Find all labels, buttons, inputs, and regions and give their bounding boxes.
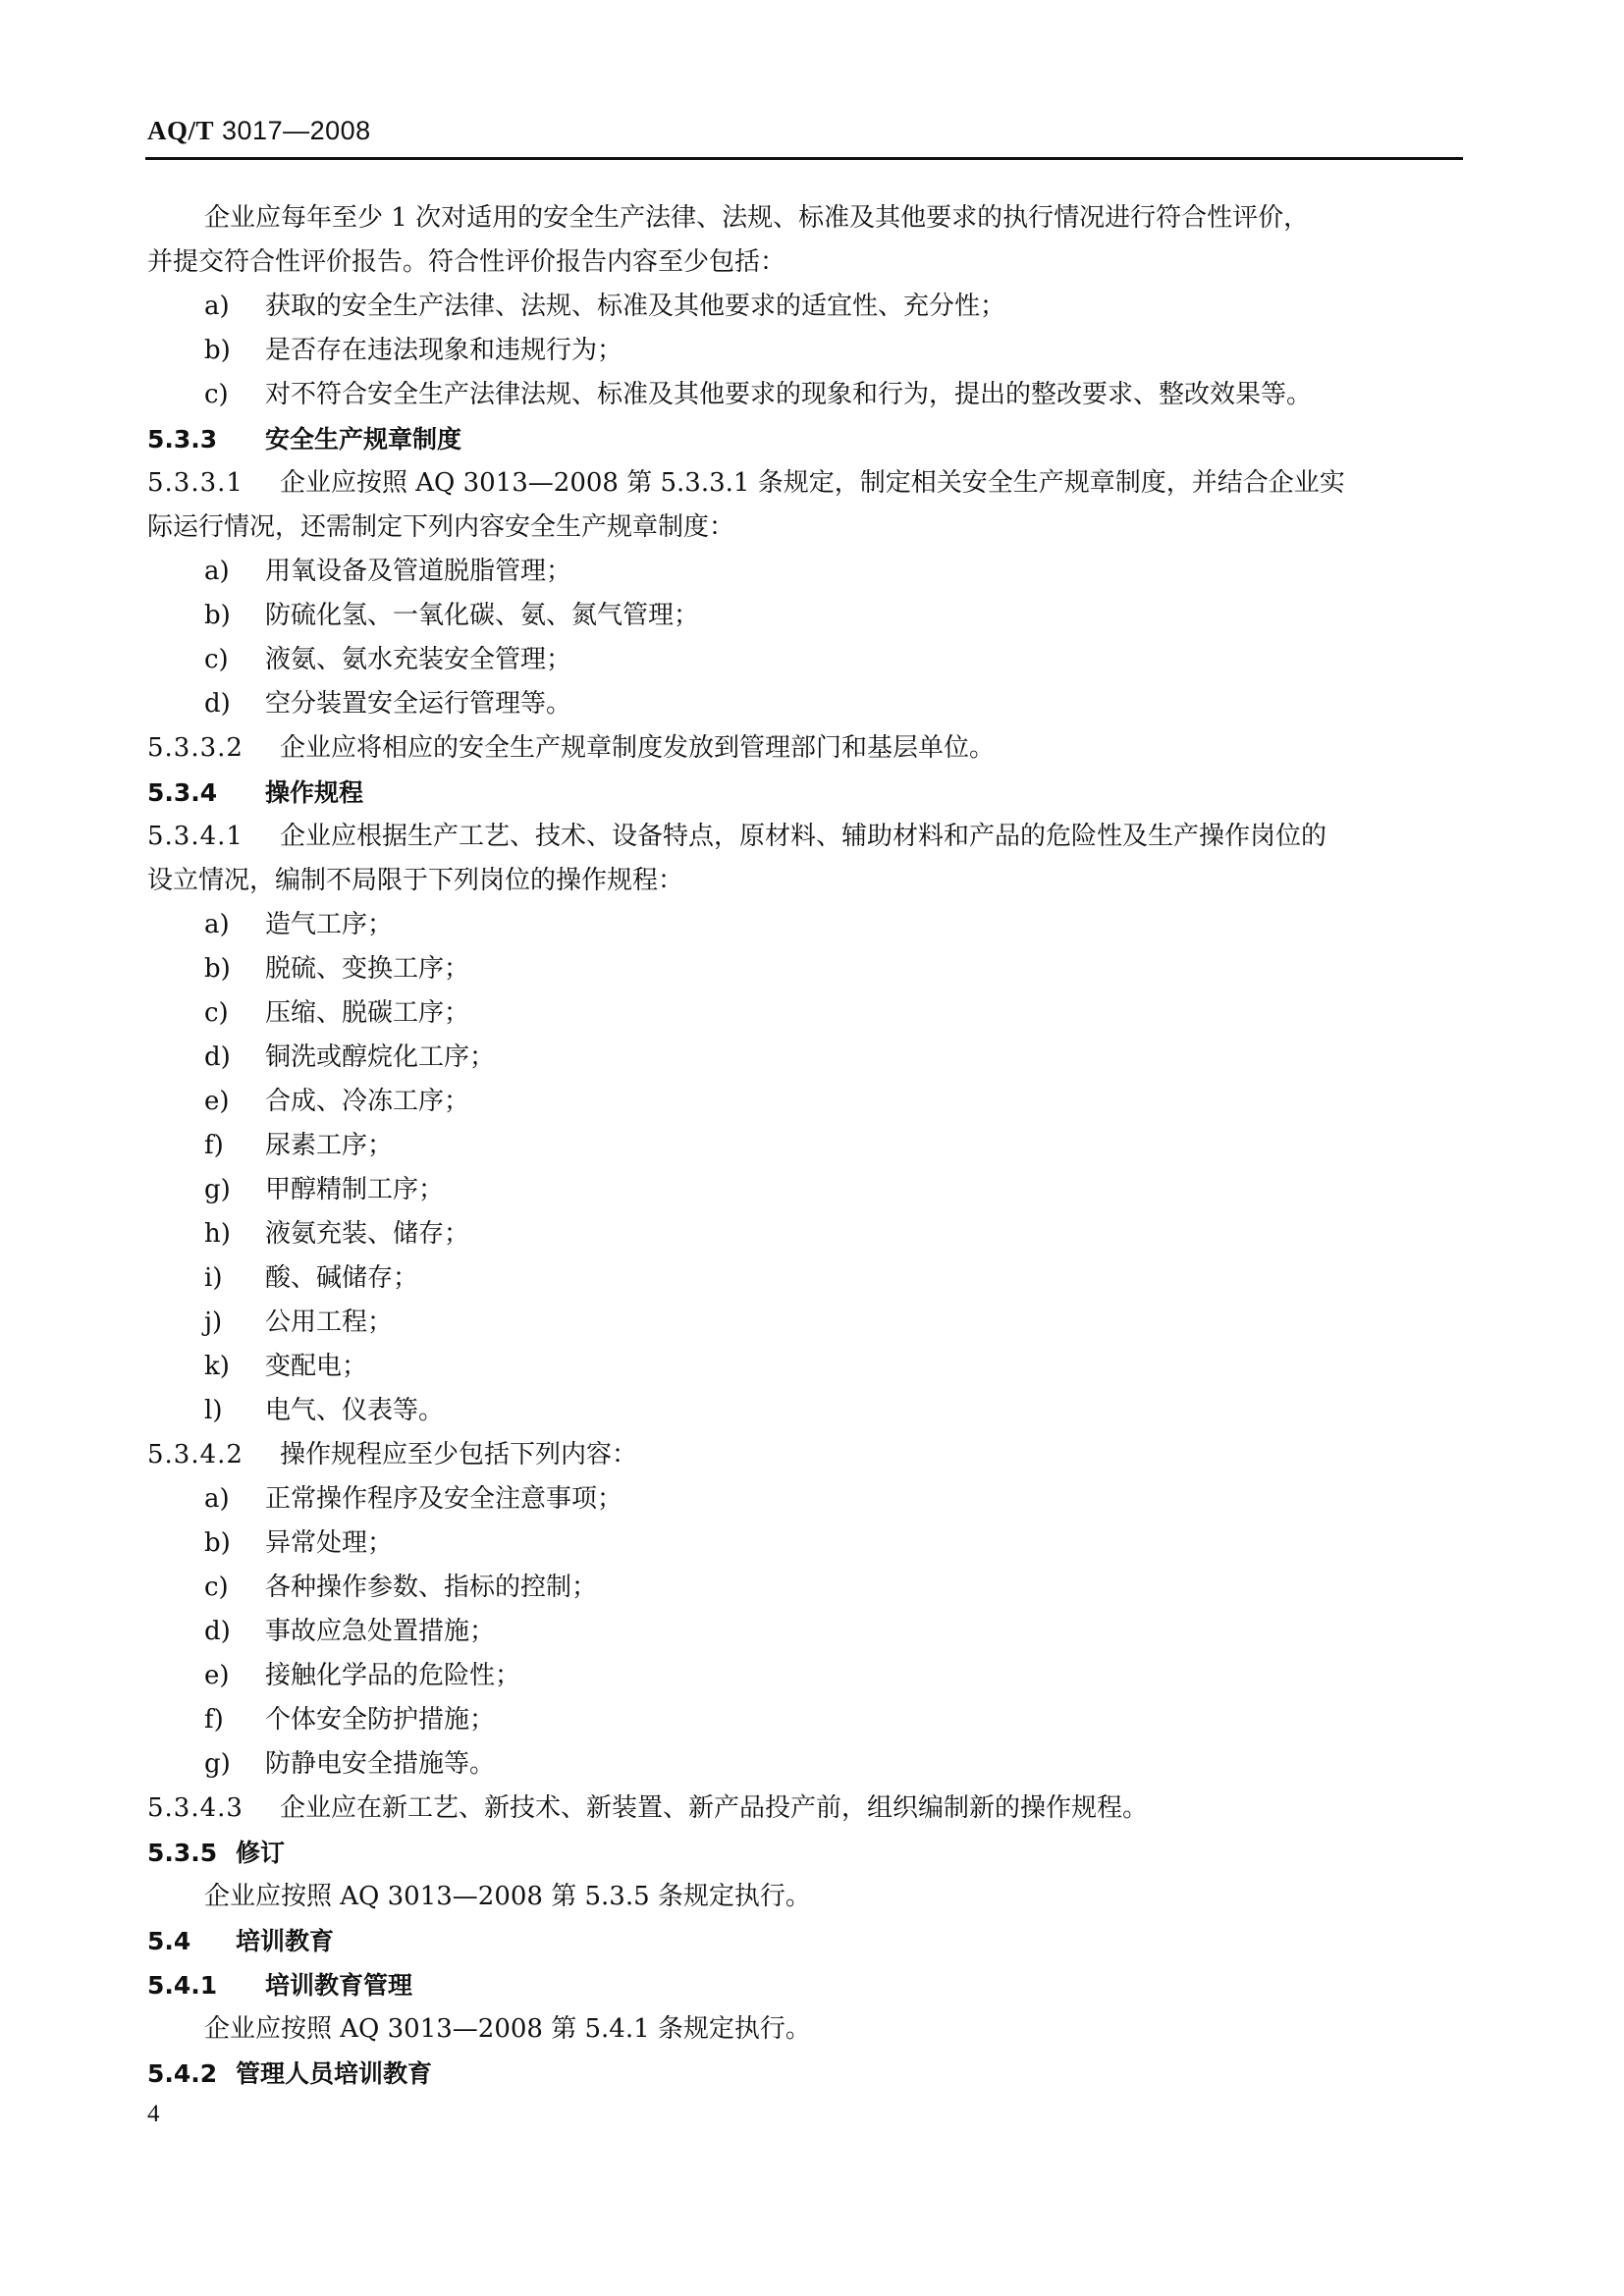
list-rules: [147, 550, 1463, 726]
list-procedure-contents: [147, 1477, 1463, 1787]
paragraph-5-4-1: 企业应按照 AQ 3013—2008 第 5.4.1 条规定执行。: [204, 2014, 811, 2044]
clause-5-3-3-2: 5.3.3.2 企业应将相应的安全生产规章制度发放到管理部门和基层单位。: [147, 733, 996, 763]
document-header: [147, 116, 371, 146]
list-item: d) 空分装置安全运行管理等。: [204, 689, 572, 719]
heading-5-4: 5.4 培训教育: [147, 1927, 335, 1955]
clause-5-3-4-1-cont: 设立情况，编制不局限于下列岗位的操作规程：: [147, 866, 684, 895]
list-item: b) 是否存在违法现象和违规行为；: [204, 336, 623, 365]
list-item: e) 接触化学品的危险性；: [204, 1661, 521, 1690]
list-item: k) 变配电；: [204, 1352, 368, 1381]
list-item: a) 获取的安全生产法律、法规、标准及其他要求的适宜性、充分性；: [204, 292, 1006, 321]
heading-5-3-5: 5.3.5 修订: [147, 1839, 286, 1867]
clause-5-3-3-1-cont: 际运行情况，还需制定下列内容安全生产规章制度：: [147, 512, 735, 542]
list-item: j) 公用工程；: [204, 1308, 394, 1337]
list-item: b) 异常处理；: [204, 1528, 394, 1558]
heading-5-3-3: 5.3.3 安全生产规章制度: [147, 425, 462, 454]
list-item: d) 事故应急处置措施；: [204, 1617, 496, 1646]
list-item: g) 甲醇精制工序；: [204, 1175, 445, 1204]
clause-5-3-4-1: 5.3.4.1 企业应根据生产工艺、技术、设备特点，原材料、辅助材料和产品的危险性及生产操作岗位的: [147, 822, 1327, 851]
list-compliance-report: [147, 285, 1463, 417]
list-item: c) 液氨、氨水充装安全管理；: [204, 645, 572, 674]
list-item: c) 各种操作参数、指标的控制；: [204, 1573, 598, 1602]
heading-5-4-2: 5.4.2 管理人员培训教育: [147, 2059, 433, 2088]
list-item: e) 合成、冷冻工序；: [204, 1087, 470, 1116]
paragraph-5-3-5: 企业应按照 AQ 3013—2008 第 5.3.5 条规定执行。: [204, 1882, 811, 1911]
page-body: [147, 196, 1463, 2096]
list-operation-posts: [147, 903, 1463, 1433]
clause-5-3-4-3: 5.3.4.3 企业应在新工艺、新技术、新装置、新产品投产前，组织编制新的操作规程。: [147, 1793, 1149, 1823]
list-item: a) 造气工序；: [204, 910, 394, 939]
heading-5-4-1: 5.4.1 培训教育管理: [147, 1971, 413, 2000]
list-item: b) 防硫化氢、一氧化碳、氨、氮气管理；: [204, 601, 700, 630]
heading-5-3-4: 5.3.4 操作规程: [147, 778, 364, 807]
list-item: h) 液氨充装、储存；: [204, 1219, 470, 1249]
list-item: i) 酸、碱储存；: [204, 1263, 419, 1293]
list-item: b) 脱硫、变换工序；: [204, 954, 470, 984]
clause-5-3-4-2: 5.3.4.2 操作规程应至少包括下列内容：: [147, 1440, 638, 1469]
list-item: f) 尿素工序；: [204, 1131, 394, 1160]
paragraph-compliance: 企业应每年至少 1 次对适用的安全生产法律、法规、标准及其他要求的执行情况进行符合性评价，: [204, 203, 1310, 233]
list-item: c) 压缩、脱碳工序；: [204, 998, 470, 1028]
paragraph-compliance-cont: 并提交符合性评价报告。符合性评价报告内容至少包括：: [147, 247, 786, 277]
standard-code-prefix: AQ/T: [147, 116, 215, 145]
list-item: g) 防静电安全措施等。: [204, 1749, 496, 1779]
page-number: 4: [147, 2101, 160, 2127]
list-item: d) 铜洗或醇烷化工序；: [204, 1042, 496, 1072]
list-item: l) 电气、仪表等。: [204, 1396, 445, 1425]
standard-code-number: 3017—2008: [214, 116, 371, 145]
clause-5-3-3-1: 5.3.3.1 企业应按照 AQ 3013—2008 第 5.3.3.1 条规定，制定相关安全生产规章制度，并结合企业实: [147, 468, 1345, 498]
list-item: c) 对不符合安全生产法律法规、标准及其他要求的现象和行为，提出的整改要求、整改效果等。: [204, 380, 1313, 409]
list-item: a) 用氧设备及管道脱脂管理；: [204, 557, 572, 586]
list-item: a) 正常操作程序及安全注意事项；: [204, 1484, 623, 1514]
header-rule: [145, 157, 1463, 160]
list-item: f) 个体安全防护措施；: [204, 1705, 496, 1735]
